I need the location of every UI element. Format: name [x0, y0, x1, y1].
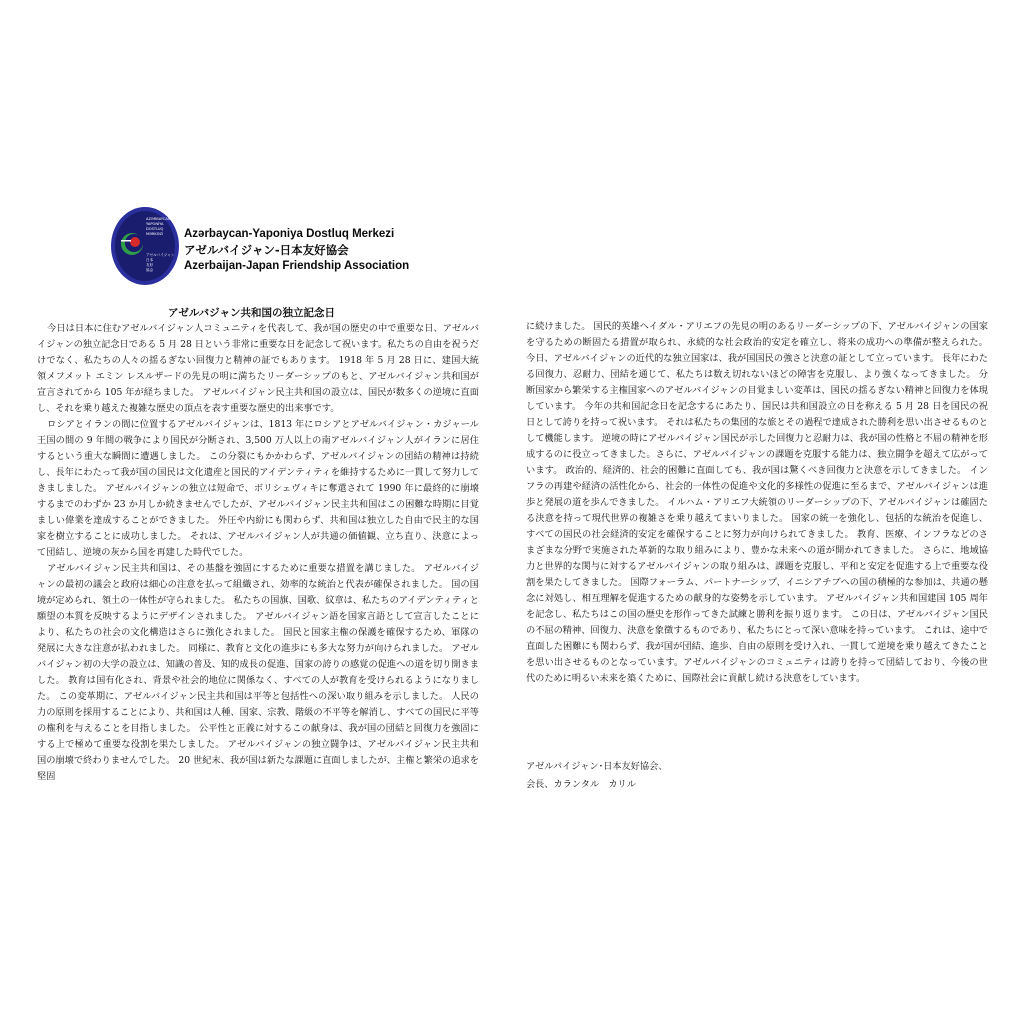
paragraph: アゼルバイジャン民主共和国は、その基盤を強固にするために重要な措置を講じました。 アゼルバイジャンの最初の議会と政府は細心の注意を払って組織され、効率的な統治と代表が確保されました。 国の国境が定められ、領土の一体性が守られました。 私たちの国旗、国歌、紋章は、私たちのアイデンティティと願望の本質を反映するようにデザインされました。 アゼルバイジャン語を国家言語として宣言したことにより、私たちの社会の文化構造はさらに強化されました。 国民と国家主権の保護を確保するため、軍隊の発展に大きな注意が払われました。 同様に、教育と文化の進歩にも多大な努力が向けられました。 アゼルバイジャン初の大学の設立は、知識の普及、知的成長の促進、国家の誇りの感覚の促進への道を切り開きました。 教育は国有化され、背景や社会的地位に関係なく、すべての人が教育を受けられるようになりました。 この変革期に、アゼルバイジャン民主共和国は平等と包括性への深い取り組みを示しました。 人民の力の原則を採用することにより、共和国は人種、国家、宗教、階級の不平等を解消し、すべての国民に平等の権利を与えることを目指しました。 公平性と正義に対するこの献身は、我が国の団結と回復力を強固にする上で極めて重要な役割を果たしました。 アゼルバイジャンの独立闘争は、アゼルバイジャン民主共和国の崩壊で終わりませんでした。 20 世紀末、我が国は新たな課題に直面しましたが、主権と繁栄の追求を堅固 — [37, 563, 479, 782]
document-title: アゼルバジャン共和国の独立記念日 — [168, 307, 335, 319]
emblem-text-5: アゼルバイジャン — [146, 253, 175, 257]
emblem-text-3: DOSTLUQ — [146, 227, 164, 231]
association-logo — [110, 206, 410, 288]
right-text-column — [526, 319, 988, 799]
signature-name: 会長、カランタル カリル — [526, 779, 636, 790]
left-text-column — [37, 321, 479, 821]
paragraph: に続けました。 国民的英雄ヘイダル・アリエフの先見の明のあるリーダーシップの下、アゼルバイジャンの国家を守るための断固たる措置が取られ、永続的な社会政治的安定を確立し、将来の成功への準備が整えられた。 今日、アゼルバイジャンの近代的な独立国家は、我が国国民の強さと決意の証として立っています。 長年にわたる回復力、忍耐力、団結を通じて、私たちは数え切れないほどの障害を克服し、より強くなってきました。 分断国家から繁栄する主権国家へのアゼルバイジャンの目覚ましい変革は、国民の揺るぎない精神と回復力を体現しています。 今年の共和国記念日を記念するにあたり、国民は共和国設立の日を称える 5 月 28 日を国民の祝日として誇りを持って祝います。 それは私たちの集団的な旅とその過程で達成された勝利を思い出させるものとして機能します。 逆境の時にアゼルバイジャン国民が示した回復力と忍耐力は、我が国の性格と不屈の精神を形成するのに役立ってきました。さらに、アゼルバイジャンの課題を克服する能力は、独立闘争を超えて広がっています。 政治的、経済的、社会的困難に直面しても、我が国は驚くべき回復力と決意を示してきました。 インフラの再建や経済の活性化から、社会的一体性の促進や文化的多様性の促進に至るまで、アゼルバイジャンは進歩と発展の道を歩んできました。 イルハム・アリエフ大統領のリーダーシップの下、アゼルバイジャンは確固たる決意を持って現代世界の複雑さを乗り越えてまいりました。 国家の統一を強化し、包括的な統治を促進し、すべての国民の社会経済的安定を確保することに努力が向けられてきました。 教育、医療、インフラなどのさまざまな分野で実施された革新的な取り組みにより、豊かな未来への道が開かれてきました。 さらに、地域協力と世界的な関与に対するアゼルバイジャンの取り組みは、課題を克服し、平和と安定を促進する上で重要な役割を果たしてきました。 国際フォーラム、パートナーシップ、イニシアチブへの国の積極的な参加は、共通の懸念に対処し、相互理解を促進するための献身的な姿勢を示しています。 アゼルバイジャン共和国建国 105 周年を記念し、私たちはこの国の歴史を形作ってきた試練と勝利を振り返ります。 この日は、アゼルバイジャン国民の不屈の精神、回復力、決意を象徴するものであり、私たちにとって深い意味を持っています。 これは、途中で直面した困難にも関わらず、我が国が団結、進歩、自由の原則を受け入れ、一貫して逆境を乗り越えてきたことを思い出させるものとなっています。アゼルバイジャンのコミュニティは誇りを持って団結しており、今後の世代のために明るい未来を築くために、国際社会に貢献し続ける決意をしています。 — [526, 321, 988, 684]
emblem-text-7: 友好 — [146, 263, 154, 267]
org-name-azerbaijani: Azərbaycan-Yaponiya Dostluq Merkezi — [184, 228, 395, 240]
paragraph: ロシアとイランの間に位置するアゼルバイジャンは、1813 年にロシアとアゼルバイジャン・カジャール王国の間の 9 年間の戦争により国民が分断され、3,500 万人以上の南アゼルバイジャン人がイランに居住するという重大な瞬間に遭遇しました。 この分裂にもかかわらず、アゼルバイジャンの団結の精神は持続し、長年にわたって我が国の国民は文化遺産と国民的アイデンティティを維持するために一貫して努力してきましました。 アゼルバイジャンの独立は短命で、ボリシェヴィキに奪還されて 1990 年に最終的に崩壊するまでのわずか 23 か月しか続きませんでしたが、アゼルバイジャン民主共和国はこの困難な時期に目覚ましい偉業を達成することができました。 外圧や内紛にも関わらず、共和国は独立した自由で民主的な国家を樹立することに成功しました。 それは、アゼルバイジャン人が共通の価値観、立ち直り、決意によって団結し、逆境の灰から国を再建した時代でした。 — [37, 419, 479, 558]
paragraph: 今日は日本に住むアゼルバイジャン人コミュニティを代表して、我が国の歴史の中で重要な日、アゼルバイジャンの独立記念日である 5 月 28 日という非常に重要な日を記念して祝います。私たちの自由を祝うだけでなく、私たちの人々の揺るぎない回復力と精神の証でもあります。 1918 年 5 月 28 日に、建国大統領メフメット エミン レスルザードの先見の明に満ちたリーダーシップのもと、アゼルバイジャン共和国が宣言されてから 105 年が経ちました。 アゼルバイジャン民主共和国の設立は、国民が数多くの逆境に直面し、それを乗り越えた複雑な歴史の頂点を表す重要な歴史的出来事です。 — [37, 323, 479, 414]
emblem-icon — [110, 206, 180, 286]
org-name-english: Azerbaijan-Japan Friendship Association — [184, 260, 410, 272]
organization-names — [184, 226, 409, 274]
signature-block — [526, 758, 668, 794]
signature-organization: アゼルバイジャン･日本友好協会、 — [526, 761, 668, 772]
emblem-text-1: AZƏRBAYCAN — [146, 217, 171, 221]
org-name-japanese: アゼルバイジャン-日本友好協会 — [184, 243, 349, 257]
emblem-text-2: YAPONİYA — [146, 222, 164, 226]
emblem-text-6: 日本 — [146, 258, 154, 262]
emblem-text-4: MƏRKƏZİ — [146, 232, 164, 236]
emblem-text-8: 協会 — [146, 268, 154, 272]
